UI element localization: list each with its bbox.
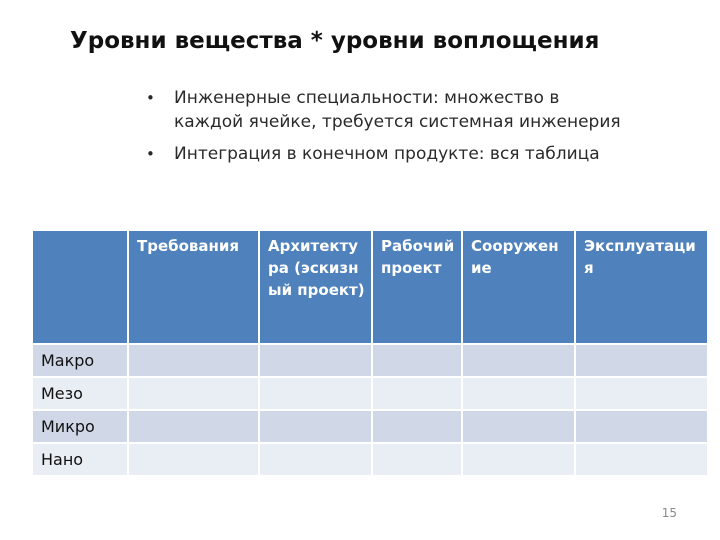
bullet-list	[146, 86, 626, 174]
table-row	[32, 344, 708, 377]
table-cell	[259, 344, 372, 377]
bullet-text: Интеграция в конечном продукте: вся таблица	[174, 144, 600, 164]
table-cell	[372, 410, 462, 443]
bullet-icon: •	[146, 145, 155, 163]
table-cell	[128, 410, 259, 443]
table-cell	[128, 443, 259, 476]
header-cell-operation: Эксплуатация	[575, 230, 708, 344]
table-cell	[462, 443, 575, 476]
bullet-text: Инженерные специальности: множество в каждой ячейке, требуется системная инженерия	[174, 88, 621, 132]
levels-table	[31, 229, 709, 477]
slide-title: Уровни вещества * уровни воплощения	[70, 28, 600, 54]
page-number: 15	[661, 506, 677, 520]
table-row	[32, 410, 708, 443]
table-cell	[575, 344, 708, 377]
table-cell	[128, 344, 259, 377]
table-cell	[259, 377, 372, 410]
bullet-item	[146, 142, 626, 166]
table-cell	[462, 410, 575, 443]
header-cell-requirements: Требования	[128, 230, 259, 344]
header-cell-working-project: Рабочий проект	[372, 230, 462, 344]
table-cell	[259, 443, 372, 476]
table-row	[32, 377, 708, 410]
header-cell-empty	[32, 230, 128, 344]
table-cell	[372, 443, 462, 476]
table-cell	[575, 443, 708, 476]
table-cell	[372, 344, 462, 377]
table-cell	[259, 410, 372, 443]
row-label: Макро	[32, 344, 128, 377]
row-label: Мезо	[32, 377, 128, 410]
row-label: Нано	[32, 443, 128, 476]
table-cell	[462, 344, 575, 377]
table-cell	[575, 377, 708, 410]
table-header-row	[32, 230, 708, 344]
table-cell	[372, 377, 462, 410]
bullet-icon: •	[146, 89, 155, 107]
row-label: Микро	[32, 410, 128, 443]
header-cell-architecture: Архитектура (эскизный проект)	[259, 230, 372, 344]
table-cell	[575, 410, 708, 443]
table-row	[32, 443, 708, 476]
table-cell	[128, 377, 259, 410]
table-cell	[462, 377, 575, 410]
bullet-item	[146, 86, 626, 134]
header-cell-construction: Сооружение	[462, 230, 575, 344]
